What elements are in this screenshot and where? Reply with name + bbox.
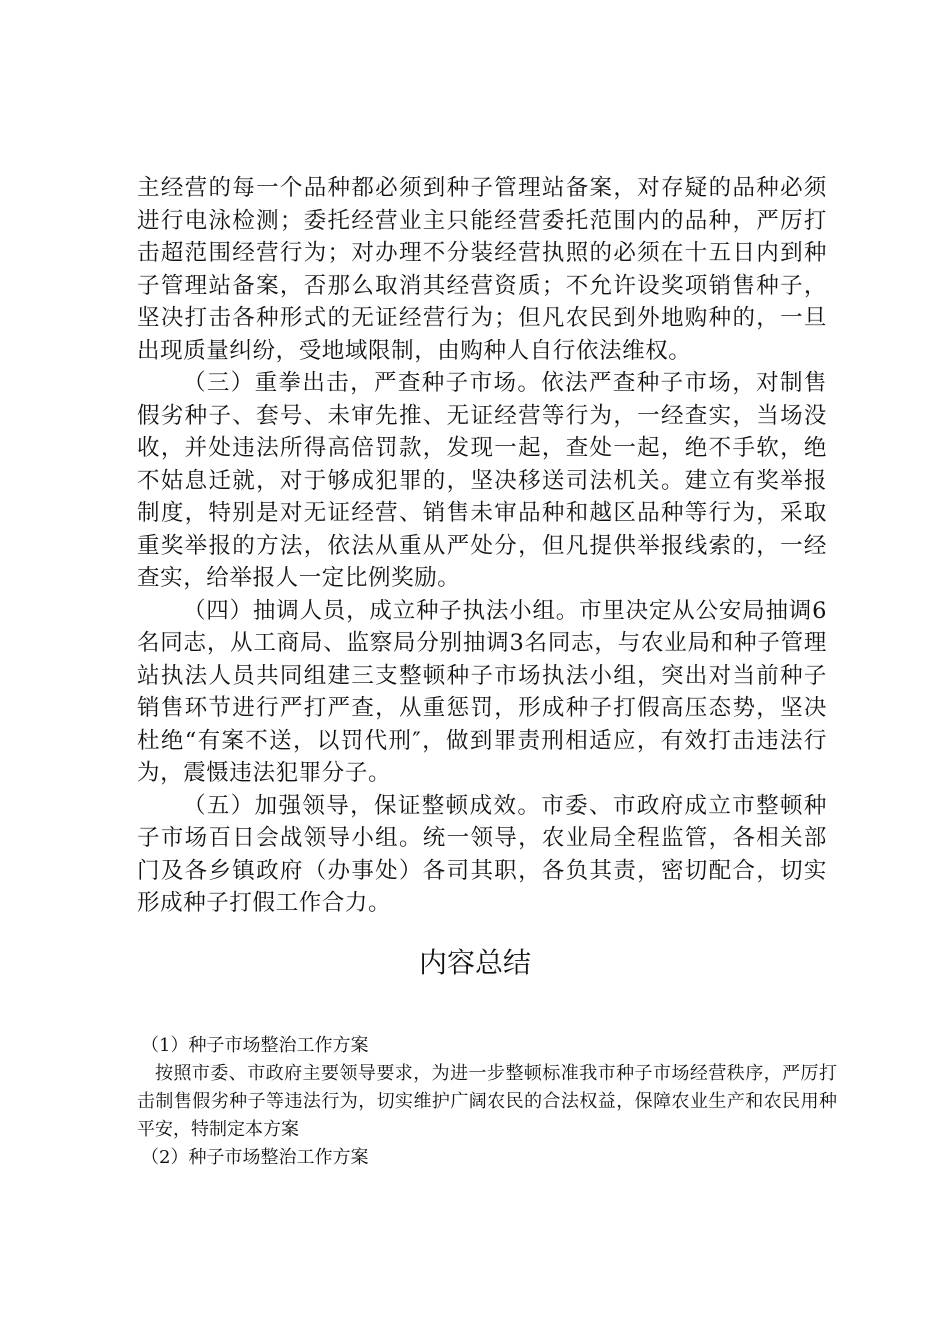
summary-section xyxy=(137,1032,837,1172)
summary-item-2-heading: （2）种子市场整治工作方案 xyxy=(141,1147,369,1168)
summary-title: 内容总结 xyxy=(418,946,531,979)
paragraph-section-3: （三）重拳出击，严查种子市场。依法严查种子市场，对制售假劣种子、套号、未审先推、无证经营等行为，一经查实，当场没收，并处违法所得高倍罚款，发现一起，查处一起，绝不手软，绝不姑息迁就，对于够成犯罪的，坚决移送司法机关。建立有奖举报制度，特别是对无证经营、销售未审品种和越区品种等行为，采取重奖举报的方法，依法从重从严处分，但凡提供举报线索的，一经查实，给举报人一定比例奖励。 xyxy=(137,370,827,591)
paragraph-section-5: （五）加强领导，保证整顿成效。市委、市政府成立市整顿种子市场百日会战领导小组。统一领导，农业局全程监管，各相关部门及各乡镇政府（办事处）各司其职，各负其责，密切配合，切实形成种子打假工作合力。 xyxy=(137,792,827,916)
paragraph-section-4: （四）抽调人员，成立种子执法小组。市里决定从公安局抽调6名同志，从工商局、监察局分别抽调3名同志，与农业局和种子管理站执法人员共同组建三支整顿种子市场执法小组，突出对当前种子销售环节进行严打严查，从重惩罚，形成种子打假高压态势，坚决杜绝“有案不送，以罚代刑″，做到罪责刑相适应，有效打击违法行为，震慑违法犯罪分子。 xyxy=(137,597,827,786)
summary-item-1-heading: （1）种子市场整治工作方案 xyxy=(141,1035,369,1056)
summary-item-1-body: 按照市委、市政府主要领导要求，为进一步整顿标准我市种子市场经营秩序，严厉打击制售假劣种子等违法行为，切实维护广阔农民的合法权益，保障农业生产和农民用种平安，特制定本方案 xyxy=(137,1063,837,1140)
document-body xyxy=(137,172,827,920)
paragraph-continuation: 主经营的每一个品种都必须到种子管理站备案，对存疑的品种必须进行电泳检测；委托经营业主只能经营委托范围内的品种，严厉打击超范围经营行为；对办理不分装经营执照的必须在十五日内到种子管理站备案，否那么取消其经营资质；不允许设奖项销售种子，坚决打击各种形式的无证经营行为；但凡农民到外地购种的，一旦出现质量纠纷，受地域限制，由购种人自行依法维权。 xyxy=(137,175,827,364)
